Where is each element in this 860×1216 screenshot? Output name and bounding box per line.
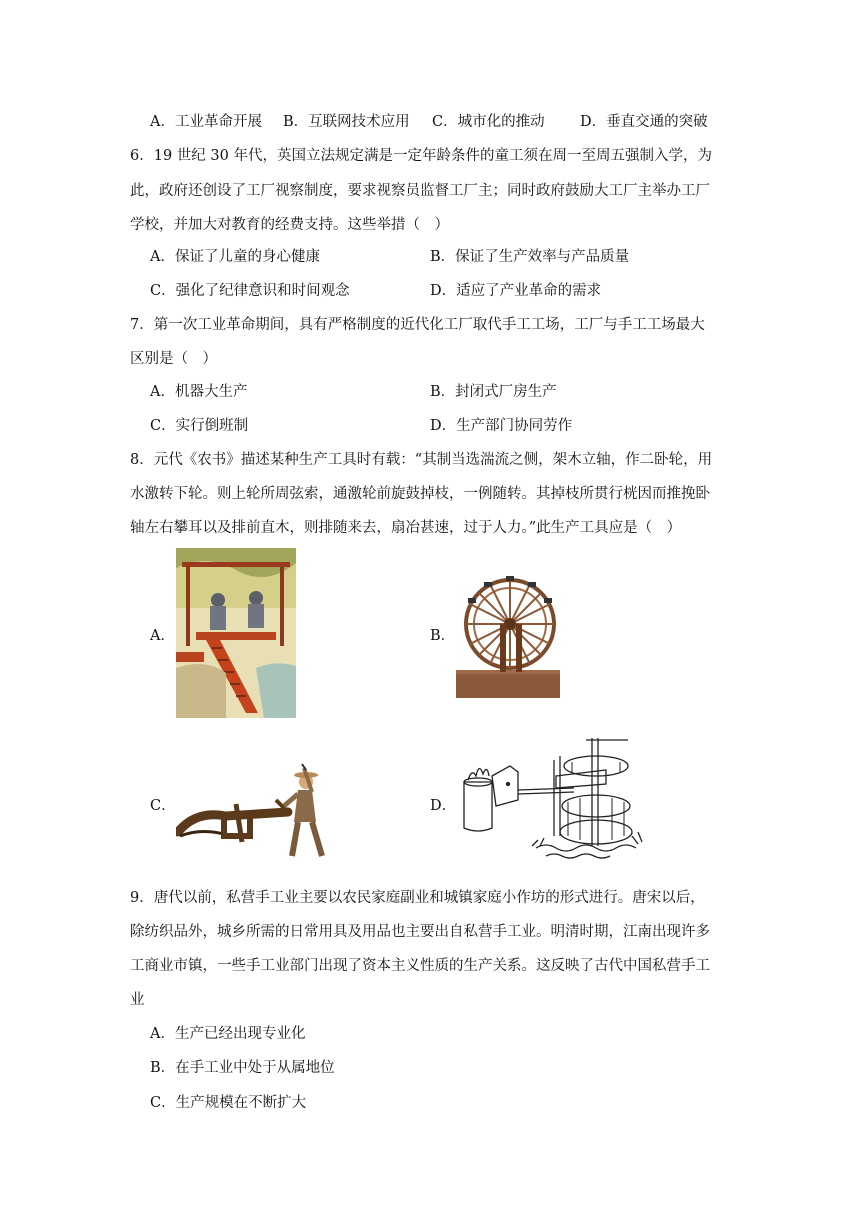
q7-stem-line2: 区别是（ ） [130, 351, 217, 367]
water-wheel-pump-painting-icon [176, 548, 296, 718]
q6-stem-line2: 此，政府还创设了工厂视察制度，要求视察员监督工厂主；同时政府鼓励大工厂主举办工厂 [130, 183, 710, 199]
q8-option-a-label: A． [150, 628, 175, 644]
q6-option-d: D．适应了产业革命的需求 [430, 283, 602, 299]
q7-option-c: C．实行倒班制 [150, 418, 249, 434]
q9-option-a: A．生产已经出现专业化 [150, 1026, 306, 1042]
q7-option-b: B．封闭式厂房生产 [430, 384, 557, 400]
farmer-with-plow-icon [176, 760, 336, 862]
q6-option-b: B．保证了生产效率与产品质量 [430, 249, 630, 265]
q8-option-d-label: D． [430, 798, 457, 814]
vertical-water-wheel-model-icon [456, 570, 560, 698]
q9-stem-line4: 业 [130, 992, 145, 1008]
q9-option-b: B．在手工业中处于从属地位 [150, 1060, 335, 1076]
q6-option-a: A．保证了儿童的身心健康 [150, 249, 320, 265]
q9-stem-line3: 工商业市镇，一些手工业部门出现了资本主义性质的生产关系。这反映了古代中国私营手工 [130, 958, 710, 974]
q5-option-b: B．互联网技术应用 [283, 114, 410, 130]
q6-stem-line1: 6．19 世纪 30 年代，英国立法规定满是一定年龄条件的童工须在周一至周五强制入学，为 [130, 148, 712, 164]
q7-stem-line1: 7．第一次工业革命期间，具有严格制度的近代化工厂取代手工工场，工厂与手工工场最大 [130, 317, 705, 333]
q6-option-c: C．强化了纪律意识和时间观念 [150, 283, 350, 299]
q6-stem-line3: 学校，并加大对教育的经费支持。这些举措（ ） [130, 217, 449, 233]
q5-option-d: D．垂直交通的突破 [580, 114, 708, 130]
q5-option-a: A．工业革命开展 [150, 114, 262, 130]
q7-option-a: A．机器大生产 [150, 384, 248, 400]
q9-stem-line1: 9．唐代以前，私营手工业主要以农民家庭副业和城镇家庭小作坊的形式进行。唐宋以后， [130, 890, 705, 906]
q7-option-d: D．生产部门协同劳作 [430, 418, 573, 434]
q8-stem-line3: 轴左右攀耳以及排前直木，则排随来去，扇冶甚速，过于人力。”此生产工具应是（ ） [130, 520, 682, 536]
q9-option-c: C．生产规模在不断扩大 [150, 1095, 307, 1111]
q8-option-b-label: B． [430, 628, 456, 644]
q9-stem-line2: 除纺织品外，城乡所需的日常用具及用品也主要出自私营手工业。明清时期，江南出现许多 [130, 924, 710, 940]
q8-stem-line1: 8．元代《农书》描述某种生产工具时有载：“其制当选湍流之侧，架木立轴，作二卧轮，用 [130, 452, 713, 468]
q5-option-c: C．城市化的推动 [432, 114, 545, 130]
q8-option-c-label: C． [150, 798, 176, 814]
q8-stem-line2: 水激转下轮。则上轮所周弦索，通激轮前旋鼓掉枝，一例随转。其掉枝所贯行桄因而推挽卧 [130, 486, 710, 502]
water-powered-bellows-drawing-icon [456, 736, 646, 864]
